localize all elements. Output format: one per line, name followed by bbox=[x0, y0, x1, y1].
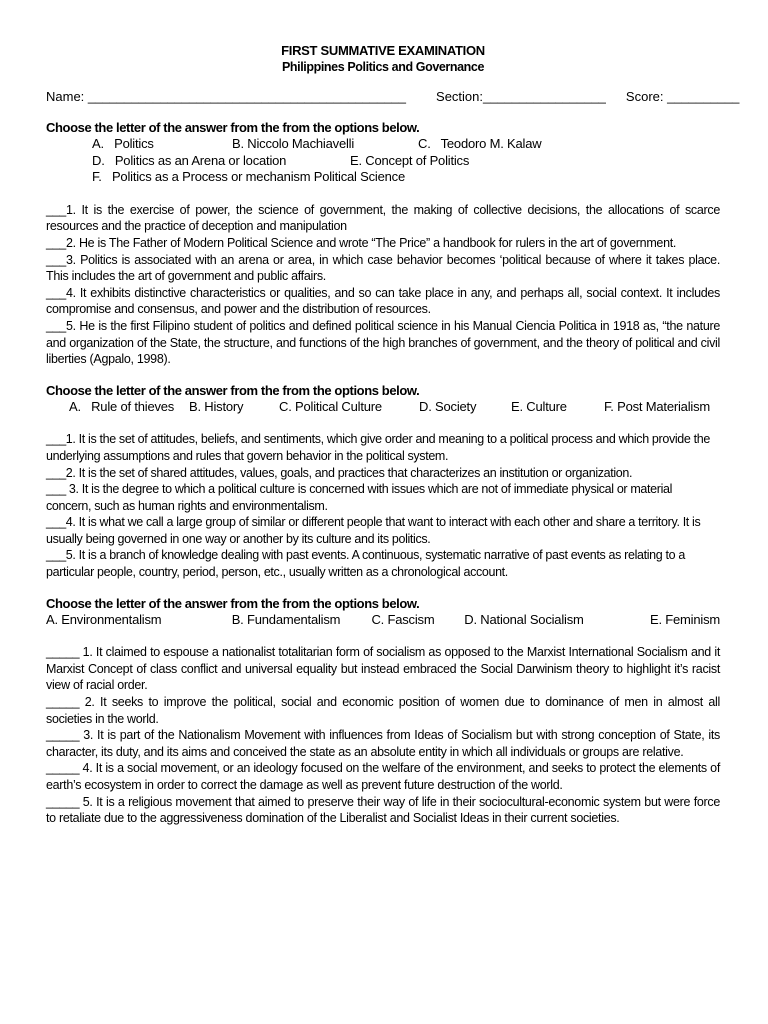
part2-option-f: F. Post Materialism bbox=[604, 398, 711, 414]
part3-instruction: Choose the letter of the answer from the from the options below. bbox=[46, 595, 420, 611]
part3-option-d: D. National Socialism bbox=[464, 611, 584, 627]
part1-option-d: D. Politics as an Arena or location bbox=[92, 152, 287, 168]
part2-option-d: D. Society bbox=[419, 398, 477, 414]
part1-question-2: ___2. He is The Father of Modern Political Science and wrote “The Price” a handbook for rulers in the art of government. bbox=[46, 235, 677, 250]
part2-question-1: ___1. It is the set of attitudes, beliefs, and sentiments, which give order and meaning to a political process and which provide the underlying assumptions and rules that govern behavior in the political system. bbox=[46, 432, 710, 463]
part2-option-b: B. History bbox=[189, 398, 244, 414]
part3-questions bbox=[46, 644, 720, 827]
name-field[interactable]: Name: ____________________________________________ bbox=[46, 89, 407, 104]
part3-options bbox=[46, 612, 720, 629]
section-field[interactable]: Section:_________________ bbox=[436, 89, 606, 104]
exam-subtitle: Philippines Politics and Governance bbox=[281, 60, 485, 74]
part2-questions bbox=[46, 431, 720, 580]
part1-question-3: ___3. Politics is associated with an arena or area, in which case behavior becomes ‘political because of where it takes place. This includes the art of government and public affairs. bbox=[46, 252, 720, 284]
exam-title: FIRST SUMMATIVE EXAMINATION bbox=[281, 43, 485, 58]
part1-options bbox=[46, 136, 720, 186]
part3-option-b: B. Fundamentalism bbox=[231, 611, 341, 627]
part3-question-2: _____ 2. It seeks to improve the political, social and economic position of women due to dominance of men in almost all societies in the world. bbox=[46, 695, 720, 726]
part2-question-5: ___5. It is a branch of knowledge dealing with past events. A continuous, systematic narrative of past events as relating to a particular people, country, period, person, etc., usually written as a chronological account. bbox=[46, 548, 685, 580]
part1-question-4: ___4. It exhibits distinctive characteristics or qualities, and so can take place in any, and perhaps all, social context. It includes compromise and consensus, and power and the distribution of resources. bbox=[46, 285, 720, 317]
part1-instruction: Choose the letter of the answer from the from the options below. bbox=[46, 120, 420, 135]
part1-option-a: A. Politics bbox=[92, 136, 154, 151]
part1-option-c: C. Teodoro M. Kalaw bbox=[418, 136, 542, 151]
part3-option-a: A. Environmentalism bbox=[46, 611, 162, 627]
student-info-line bbox=[46, 89, 740, 105]
part3-option-e: E. Feminism bbox=[649, 611, 721, 627]
part1-option-e: E. Concept of Politics bbox=[350, 152, 470, 168]
part2-question-2: ___2. It is the set of shared attitudes, values, goals, and practices that characterizes an institution or organization. bbox=[46, 465, 633, 480]
part2-question-4: ___4. It is what we call a large group of similar or different people that want to interact with each other and share a territory. It is usually being governed in one way or another by its culture and its politics. bbox=[46, 515, 701, 546]
score-field[interactable]: Score: __________ bbox=[625, 89, 740, 104]
part3-option-c: C. Fascism bbox=[371, 611, 435, 627]
part2-option-e: E. Culture bbox=[511, 398, 567, 414]
part2-instruction: Choose the letter of the answer from the from the options below. bbox=[46, 382, 420, 398]
part1-option-b: B. Niccolo Machiavelli bbox=[232, 136, 355, 151]
part3-question-5: _____ 5. It is a religious movement that aimed to preserve their way of life in their sociocultural-economic system but were force to retaliate due to the aggressiveness domination of the Liberalist and Socialist Ideas in their current societies. bbox=[46, 794, 720, 826]
part1-question-1: ___1. It is the exercise of power, the science of government, the making of collective decisions, the allocations of scarce resources and the practice of deception and manipulation bbox=[46, 202, 720, 234]
part2-option-a: A. Rule of thieves bbox=[69, 398, 175, 414]
part2-option-c: C. Political Culture bbox=[279, 398, 382, 414]
part1-questions bbox=[46, 202, 720, 368]
part3-question-3: _____ 3. It is part of the Nationalism Movement with influences from Ideas of Socialism but with strong conception of State, its character, its duty, and its aims and conceived the state as an absolute entity in which all individuals or groups are relative. bbox=[46, 728, 720, 759]
part2-options bbox=[46, 399, 720, 416]
part3-question-1: _____ 1. It claimed to espouse a nationalist totalitarian form of socialism as opposed to the Marxist International Socialism and it Marxist Concept of class conflict and universal equality but instead embraced the Social Darwinism theory to highlight it’s racist view of racial order. bbox=[46, 645, 720, 693]
part1-option-f: F. Politics as a Process or mechanism Political Science bbox=[92, 169, 405, 185]
part3-question-4: _____ 4. It is a social movement, or an ideology focused on the welfare of the environment, and seeks to protect the elements of earth’s ecosystem in order to correct the damage as well as prevent future destruction of the world. bbox=[46, 761, 720, 792]
part1-question-5: ___5. He is the first Filipino student of politics and defined political science in his Manual Ciencia Politica in 1918 as, “the nature and organization of the State, the structure, and functions of the high branches of government, and the theory of political and civil liberties (Agpalo, 1998). bbox=[46, 318, 720, 367]
part2-question-3: ___ 3. It is the degree to which a political culture is concerned with issues which are not of immediate physical or material concern, such as human rights and environmentalism. bbox=[46, 482, 673, 513]
